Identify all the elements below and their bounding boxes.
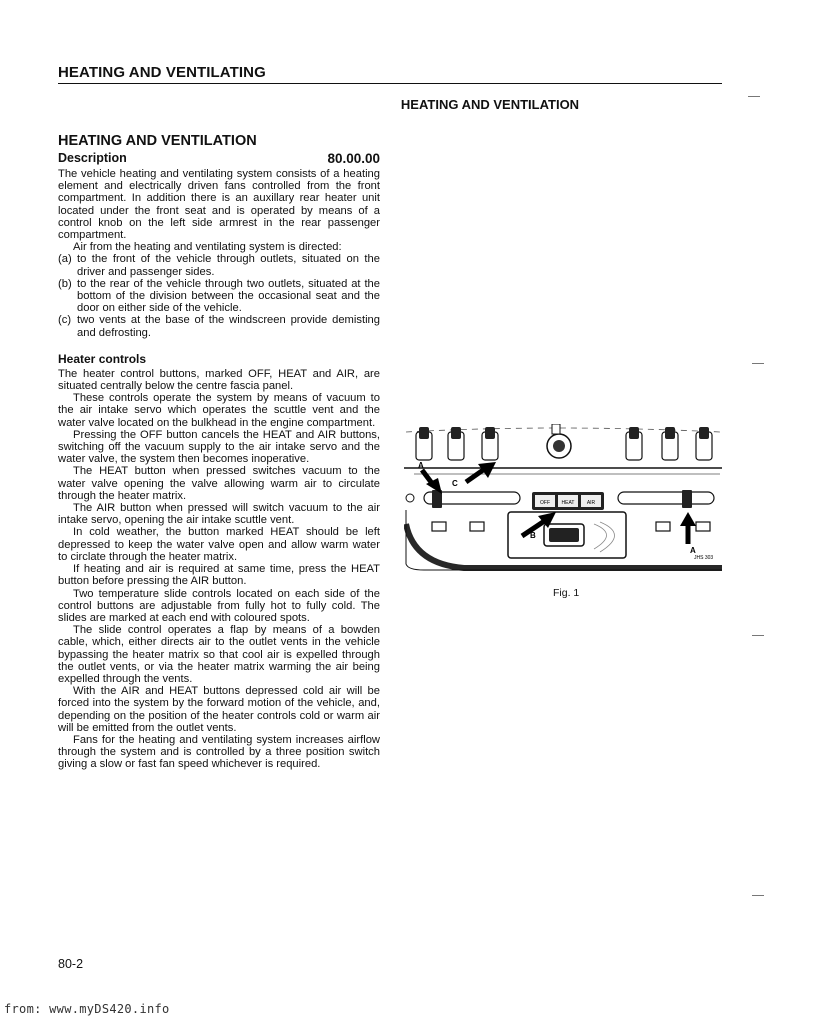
page-number: 80-2 <box>58 957 84 971</box>
list-item-label: (c) <box>58 314 72 327</box>
list-item-label: (b) <box>58 277 72 290</box>
description-column <box>58 133 380 771</box>
heater-controls-figure <box>404 424 722 572</box>
margin-mark <box>752 635 764 636</box>
body-paragraph: The slide control operates a flap by means of a bowden cable, which, either directs air to the outlet vents in the vehicle bypassing the heater matrix so that cool air is expelled through the outlet vents, or via the heater matrix warming the air being expelled through the vents. <box>58 624 380 685</box>
body-paragraph: The AIR button when pressed will switch vacuum to the air intake servo, opening the air intake scuttle vent. <box>58 502 380 527</box>
off-button-label: OFF <box>540 500 550 506</box>
rotary-knob-icon <box>547 434 571 458</box>
figure-reference: JHS 303 <box>694 555 714 561</box>
header-rule <box>58 83 722 84</box>
controls-heading: Heater controls <box>58 351 147 366</box>
body-paragraph: Two temperature slide controls located on each side of the control buttons are adjustable from fully hot to fully cold. The slides are marked at each end with coloured spots. <box>58 587 380 624</box>
body-paragraph: The heater control buttons, marked OFF, HEAT and AIR, are situated centrally below the centre fascia panel. <box>58 367 380 393</box>
list-item-text: to the rear of the vehicle through two outlets, situated at the bottom of the division between the occasional seat and the door on either side of the vehicle. <box>77 277 380 315</box>
figure-caption: Fig. 1 <box>553 587 580 599</box>
list-item-label: (a) <box>58 253 72 266</box>
air-button-label: AIR <box>586 500 596 506</box>
content-heading: HEATING AND VENTILATION <box>58 133 257 149</box>
section-header: HEATING AND VENTILATING <box>58 64 266 81</box>
callout-label: B <box>530 531 536 540</box>
body-paragraph: With the AIR and HEAT buttons depressed cold air will be forced into the system by the forward motion of the vehicle, and, depending on the position of the heater controls cold or warm air will be emitted from the outlet vents. <box>58 685 380 734</box>
operation-code: 80.00.00 <box>327 151 380 166</box>
callout-label: A <box>418 461 424 470</box>
list-item-text: to the front of the vehicle through outlets, situated on the driver and passenger sides. <box>77 253 380 278</box>
page-heading: HEATING AND VENTILATION <box>400 97 580 112</box>
intro-paragraph: The vehicle heating and ventilating system consists of a heating element and electrically driven fans controlled from the front compartment. In addition there is an auxillary rear heater unit located under the front seat and is operated by means of a control knob on the left side armrest in the rear passenger compartment. <box>58 168 380 242</box>
list-item-text: two vents at the base of the windscreen provide demisting and defrosting. <box>77 314 380 339</box>
callout-label: C <box>452 479 458 488</box>
toggle-switch-icon <box>626 427 642 460</box>
margin-mark <box>748 96 760 97</box>
body-paragraph: If heating and air is required at same time, press the HEAT button before pressing the AIR button. <box>58 563 380 588</box>
callout-label: A <box>690 546 696 555</box>
body-paragraph: In cold weather, the button marked HEAT should be left depressed to keep the water valve open and allow warm water to circlate through the heater matrix. <box>58 526 380 563</box>
body-paragraph: These controls operate the system by means of vacuum to the air intake servo which operates the scuttle vent and the water valve located on the bulkhead in the engine compartment. <box>58 392 380 429</box>
toggle-switch-icon <box>482 427 498 460</box>
description-row <box>58 151 380 166</box>
air-directed-paragraph: Air from the heating and ventilating system is directed: <box>73 241 342 254</box>
margin-mark <box>752 895 764 896</box>
toggle-switch-icon <box>662 427 678 460</box>
toggle-switch-icon <box>416 427 432 460</box>
watermark: from: www.myDS420.info <box>4 1002 170 1016</box>
margin-mark <box>752 363 764 364</box>
heat-button-label: HEAT <box>561 500 575 506</box>
control-buttons <box>532 492 604 510</box>
list-item <box>58 314 380 338</box>
list-item <box>58 253 380 277</box>
list-item <box>58 278 380 315</box>
body-paragraph: Pressing the OFF button cancels the HEAT and AIR buttons, switching off the vacuum supply to the air intake servo and the water valve, the system then becomes inoperative. <box>58 428 380 466</box>
rear-heater-knob <box>544 524 584 546</box>
body-paragraph: The HEAT button when pressed switches vacuum to the water valve opening the valve allowing warm air to circulate through the heater matrix. <box>58 465 380 502</box>
body-paragraph: Fans for the heating and ventilating system increases airflow through the system and is controlled by a three position switch giving a slow or fast fan speed whichever is required. <box>58 733 380 771</box>
toggle-switch-icon <box>696 427 712 460</box>
toggle-switch-icon <box>448 427 464 460</box>
description-subheading: Description <box>58 151 127 165</box>
